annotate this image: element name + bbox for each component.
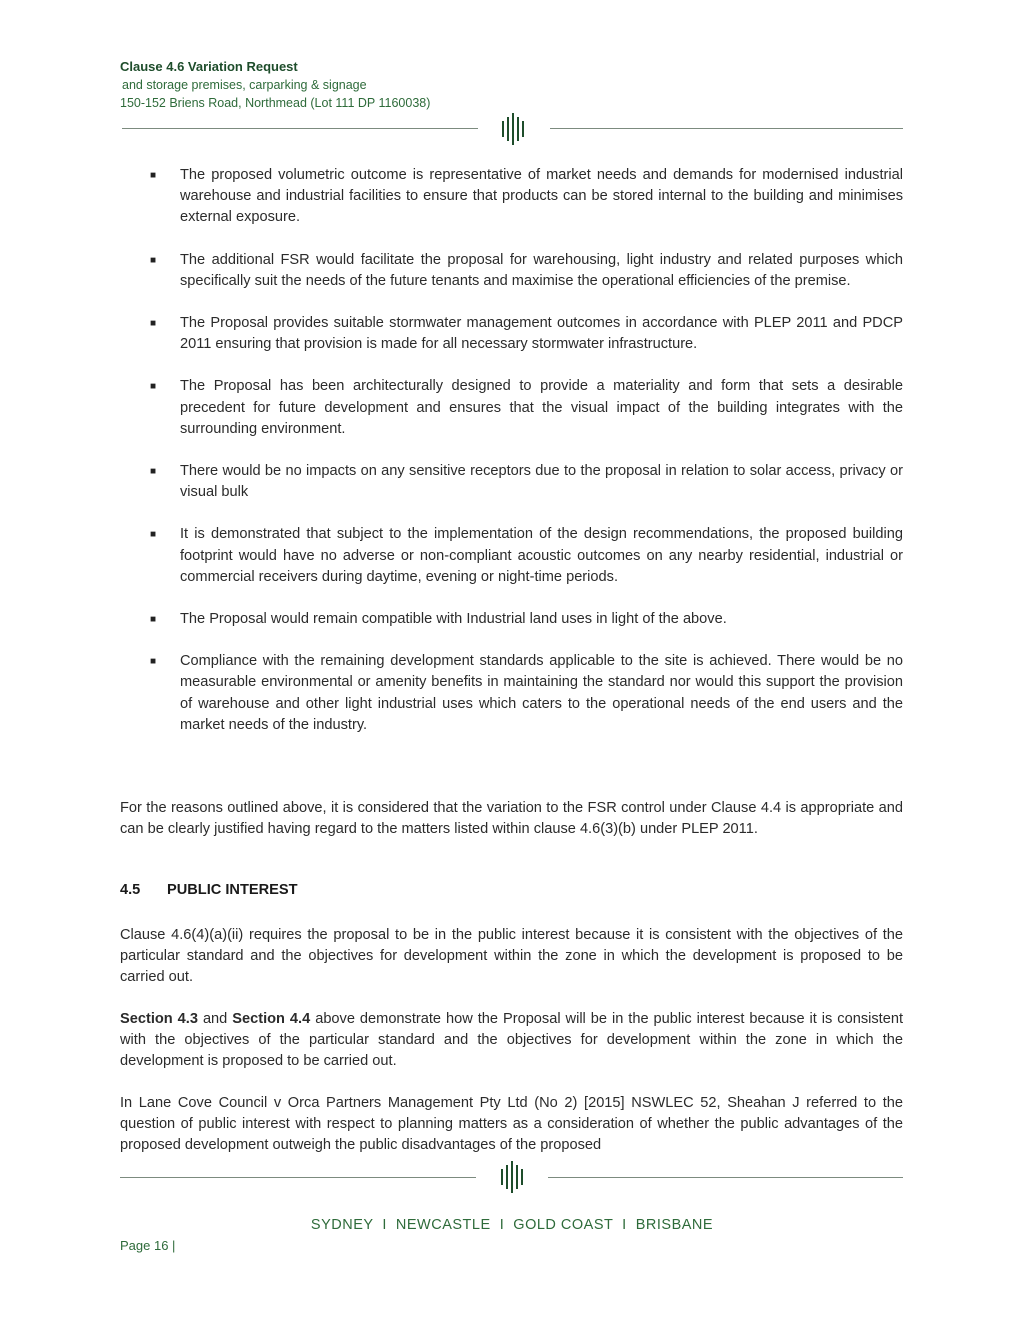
bullet-icon: ■ — [150, 381, 157, 393]
conclusion-paragraph: For the reasons outlined above, it is considered that the variation to the FSR control under Clause 4.4 is appropriate and can be clearly justified having regard to the matters listed within clause 4.6(3)(b) under PLEP 2011. — [120, 800, 903, 838]
list-item: ■ The proposed volumetric outcome is representative of market needs and demands for modernised industrial warehouse and industrial facilities to ensure that products can be stored internal to the building and minimises external exposure. — [150, 167, 903, 226]
bullet-icon: ■ — [150, 318, 157, 330]
footer-logo-icon — [499, 1161, 527, 1193]
section-reference-paragraph: Section 4.3 and Section 4.4 above demonstrate how the Proposal will be in the public interest because it is consistent with the objectives of the particular standard and the objectives for development within the zone in which the development is proposed to be carried out. — [120, 1011, 904, 1070]
header-rule-left — [122, 128, 478, 129]
bullet-icon: ■ — [150, 529, 157, 541]
footer-office-locations: SYDNEY I NEWCASTLE I GOLD COAST I BRISBANE — [310, 1217, 714, 1233]
list-item: ■ The Proposal provides suitable stormwater management outcomes in accordance with PLEP 2011 and PDCP 2011 ensuring that provision is made for all necessary stormwater infrastructure. — [150, 315, 903, 353]
page-number: Page 16 | — [120, 1238, 176, 1253]
footer-rule-left — [120, 1177, 476, 1178]
section-number: 4.5 — [120, 882, 141, 898]
bullet-icon: ■ — [150, 170, 157, 181]
list-item: ■ The Proposal would remain compatible with Industrial land uses in light of the above. — [150, 609, 903, 630]
bullet-icon: ■ — [150, 466, 157, 478]
case-law-paragraph: In Lane Cove Council v Orca Partners Management Pty Ltd (No 2) [2015] NSWLEC 52, Sheahan J referred to the question of public interest with respect to planning matters as a consideration of whether the public advantages of the proposed development outweigh the public disadvantages of the proposed — [120, 1095, 903, 1154]
bullet-icon: ■ — [150, 656, 157, 668]
bullet-icon: ■ — [150, 614, 157, 626]
section-ref-4-3: Section 4.3 — [120, 1011, 198, 1027]
section-heading — [120, 882, 298, 898]
bullet-list — [150, 165, 903, 757]
list-item: ■ The additional FSR would facilitate the proposal for warehousing, light industry and related purposes which specifically suit the needs of the future tenants and maximise the operational efficiencies of the premise. — [150, 251, 903, 289]
list-item: ■ There would be no impacts on any sensitive receptors due to the proposal in relation to solar access, privacy or visual bulk — [150, 463, 903, 501]
header-subtitle: and storage premises, carparking & signage — [122, 78, 367, 92]
list-item: ■ It is demonstrated that subject to the implementation of the design recommendations, the proposed building footprint would have no adverse or non-compliant acoustic outcomes on any nearby residential, industrial or commercial receivers during daytime, evening or night-time periods. — [150, 526, 903, 585]
list-item: ■ Compliance with the remaining development standards applicable to the site is achieved. There would be no measurable environmental or amenity benefits in maintaining the standard nor would this support the provision of warehouse and other light industrial uses which caters to the operational needs of the end users and the market needs of the industry. — [150, 653, 903, 733]
document-title: Clause 4.6 Variation Request — [120, 59, 298, 74]
header-rule-right — [550, 128, 903, 129]
section-title: PUBLIC INTEREST — [167, 882, 298, 898]
section-ref-4-4: Section 4.4 — [232, 1011, 311, 1027]
header-address: 150-152 Briens Road, Northmead (Lot 111 DP 1160038) — [120, 96, 431, 110]
list-item: ■ The Proposal has been architecturally designed to provide a materiality and form that sets a desirable precedent for future development and ensures that the visual impact of the building integrates with the surrounding environment. — [150, 378, 903, 437]
public-interest-paragraph: Clause 4.6(4)(a)(ii) requires the proposal to be in the public interest because it is consistent with the objectives of the particular standard and the objectives for development within the zone in which the development is proposed to be carried out. — [120, 927, 903, 986]
bullet-icon: ■ — [150, 254, 157, 266]
brand-logo-icon — [500, 113, 528, 145]
footer-rule-right — [548, 1177, 903, 1178]
